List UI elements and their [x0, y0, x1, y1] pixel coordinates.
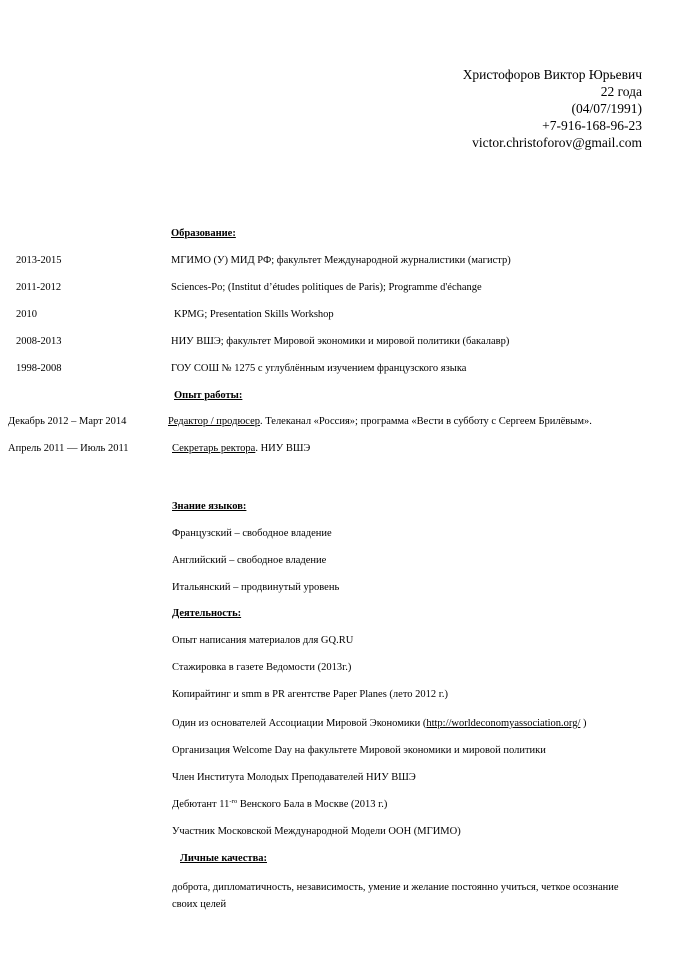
language-item: Английский – свободное владение — [172, 555, 327, 566]
activity-item: Член Института Молодых Преподавателей НИУ ВШЭ — [172, 772, 416, 783]
full-name: Христофоров Виктор Юрьевич — [462, 67, 642, 82]
education-period: 2008-2013 — [16, 336, 62, 347]
education-period: 2010 — [16, 309, 37, 320]
education-item: МГИМО (У) МИД РФ; факультет Международной журналистики (магистр) — [171, 255, 511, 266]
ball-ordinal: -го — [229, 798, 238, 805]
activity-item: Стажировка в газете Ведомости (2013г.) — [172, 662, 352, 673]
activity-item: Копирайтинг и smm в PR агентстве Paper Planes (лето 2012 г.) — [172, 689, 449, 700]
association-close: ) — [580, 718, 587, 729]
qualities-text: доброта, дипломатичность, независимость, умение и желание постоянно учиться, четкое осознание своих целей — [172, 882, 619, 910]
education-period: 1998-2008 — [16, 363, 62, 374]
activity-item: Опыт написания материалов для GQ.RU — [172, 635, 354, 646]
ball-text-rest: Венского Бала в Москве (2013 г.) — [237, 799, 388, 810]
job-description: . Телеканал «Россия»; программа «Вести в субботу с Сергеем Брилёвым». — [260, 416, 592, 427]
association-link[interactable]: http://worldeconomyassociation.org/ — [426, 718, 581, 729]
education-item: KPMG; Presentation Skills Workshop — [174, 309, 334, 320]
job-description: . НИУ ВШЭ — [255, 443, 311, 454]
ball-text: Дебютант 11 — [172, 799, 230, 810]
age: 22 года — [600, 84, 642, 99]
experience-item — [168, 416, 592, 427]
experience-item — [172, 443, 310, 454]
activity-item — [172, 718, 587, 729]
education-item: НИУ ВШЭ; факультет Мировой экономики и мировой политики (бакалавр) — [171, 336, 510, 347]
activity-item — [172, 799, 387, 810]
email-address: victor.christoforov@gmail.com — [472, 135, 642, 150]
phone-number: +7-916-168-96-23 — [542, 118, 642, 133]
education-period: 2011-2012 — [16, 282, 62, 293]
activities-heading: Деятельность: — [172, 608, 242, 619]
experience-period: Декабрь 2012 – Март 2014 — [8, 416, 127, 427]
job-role: Редактор / продюсер — [168, 416, 261, 427]
education-heading: Образование: — [171, 228, 236, 239]
education-period: 2013-2015 — [16, 255, 62, 266]
experience-period: Апрель 2011 — Июль 2011 — [8, 443, 129, 454]
qualities-heading: Личные качества: — [180, 853, 267, 864]
job-role: Секретарь ректора — [172, 443, 256, 454]
education-item: ГОУ СОШ № 1275 с углублённым изучением французского языка — [171, 363, 467, 374]
birthdate: (04/07/1991) — [571, 101, 642, 116]
contact-header — [463, 66, 642, 151]
languages-heading: Знание языков: — [172, 501, 247, 512]
activity-item: Участник Московской Международной Модели ООН (МГИМО) — [172, 826, 461, 837]
activity-item: Организация Welcome Day на факультете Мировой экономики и мировой политики — [172, 745, 546, 756]
language-item: Французский – свободное владение — [172, 528, 332, 539]
language-item: Итальянский – продвинутый уровень — [172, 582, 340, 593]
experience-heading: Опыт работы: — [174, 390, 243, 401]
education-item: Sciences-Po; (Institut d’études politiques de Paris); Programme d'échange — [171, 282, 482, 293]
association-text: Один из основателей Ассоциации Мировой Экономики ( — [172, 718, 427, 729]
